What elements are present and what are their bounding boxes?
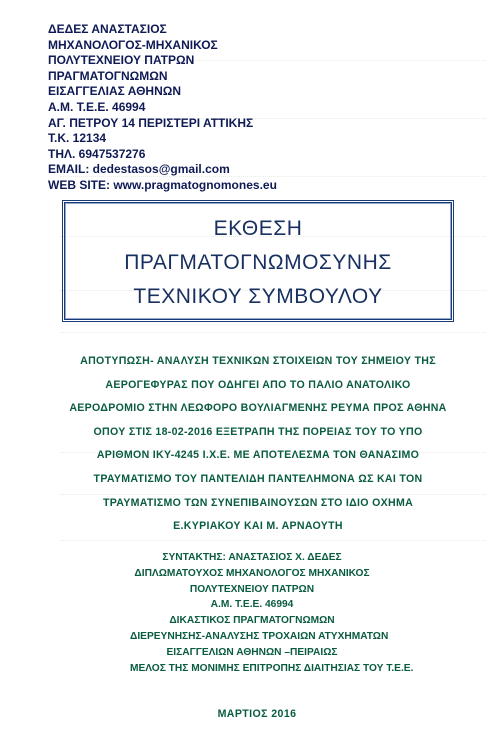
description-line: ΑΠΟΤΥΠΩΣΗ- ΑΝΑΛΥΣΗ ΤΕΧΝΙΚΩΝ ΣΤΟΙΧΕΙΩΝ ΤΟΥ ΣΗΜΕΙΟΥ ΤΗΣ (80, 355, 436, 367)
header-role: ΠΡΑΓΜΑΤΟΓΝΩΜΩΝ (48, 68, 168, 83)
author-line: ΕΙΣΑΓΓΕΛΙΩΝ ΑΘΗΝΩΝ –ΠΕΙΡΑΙΩΣ (166, 646, 338, 658)
description-line: ΟΠΟΥ ΣΤΙΣ 18-02-2016 ΕΞΕΤΡΑΠΗ ΤΗΣ ΠΟΡΕΙΑΣ ΤΟΥ ΤΟ ΥΠΟ (93, 425, 423, 438)
title-line-2: ΠΡΑΓΜΑΤΟΓΝΩΜΟΣΥΝΗΣ (124, 251, 392, 274)
author-line: ΠΟΛΥΤΕΧΝΕΙΟΥ ΠΑΤΡΩΝ (189, 583, 315, 595)
author-line: ΔΙΕΡΕΥΝΗΣΗΣ-ΑΝΑΛΥΣΗΣ ΤΡΟΧΑΙΩΝ ΑΤΥΧΗΜΑΤΩΝ (130, 630, 389, 642)
author-line: ΣΥΝΤΑΚΤΗΣ: ΑΝΑΣΤΑΣΙΟΣ Χ. ΔΕΔΕΣ (162, 552, 342, 563)
description-line: Ε.ΚΥΡΙΑΚΟΥ ΚΑΙ Μ. ΑΡΝΑΟΥΤΗ (173, 520, 343, 533)
author-credentials (130, 550, 414, 676)
author-line: ΔΙΠΛΩΜΑΤΟΥΧΟΣ ΜΗΧΑΝΟΛΟΓΟΣ ΜΗΧΑΝΙΚΟΣ (134, 567, 370, 579)
header-name: ΔΕΔΕΣ ΑΝΑΣΤΑΣΙΟΣ (48, 22, 167, 36)
report-title-box (62, 200, 454, 322)
report-description (48, 350, 468, 539)
author-contact-header (48, 22, 277, 194)
header-email: EMAIL: dedestasos@gmail.com (48, 162, 230, 177)
author-line: ΔΙΚΑΣΤΙΚΟΣ ΠΡΑΓΜΑΤΟΓΝΩΜΩΝ (169, 615, 335, 627)
header-address: ΑΓ. ΠΕΤΡΟΥ 14 ΠΕΡΙΣΤΕΡΙ ΑΤΤΙΚΗΣ (48, 115, 254, 130)
report-date: ΜΑΡΤΙΟΣ 2016 (217, 708, 297, 720)
description-line: ΑΕΡΟΓΕΦΥΡΑΣ ΠΟΥ ΟΔΗΓΕΙ ΑΠΟ ΤΟ ΠΑΛΙΟ ΑΝΑΤΟΛΙΚΟ (105, 378, 411, 391)
title-line-1: ΕΚΘΕΣΗ (213, 217, 303, 240)
description-line: ΤΡΑΥΜΑΤΙΣΜΟ ΤΩΝ ΣΥΝΕΠΙΒΑΙΝΟΥΣΩΝ ΣΤΟ ΙΔΙΟ ΟΧΗΜΑ (102, 496, 414, 509)
description-line: ΑΡΙΘΜΟΝ ΙΚΥ-4245 Ι.Χ.Ε. ΜΕ ΑΠΟΤΕΛΕΣΜΑ ΤΟΝ ΘΑΝΑΣΙΜΟ (96, 449, 420, 462)
header-phone: ΤΗΛ. 6947537276 (48, 146, 146, 161)
title-line-3: ΤΕΧΝΙΚΟΥ ΣΥΜΒΟΥΛΟΥ (133, 285, 383, 308)
header-prosecution: ΕΙΣΑΓΓΕΛΙΑΣ ΑΘΗΝΩΝ (48, 84, 182, 99)
header-registration: Α.Μ. Τ.Ε.Ε. 46994 (48, 99, 146, 114)
description-line: ΤΡΑΥΜΑΤΙΣΜΟ ΤΟΥ ΠΑΝΤΕΛΙΔΗ ΠΑΝΤΕΛΗΜΟΝΑ ΩΣ ΚΑΙ ΤΟΝ (93, 472, 423, 485)
header-university: ΠΟΛΥΤΕΧΝΕΙΟΥ ΠΑΤΡΩΝ (48, 53, 195, 68)
header-profession: ΜΗΧΑΝΟΛΟΓΟΣ-ΜΗΧΑΝΙΚΟΣ (48, 37, 218, 52)
author-line: ΜΕΛΟΣ ΤΗΣ ΜΟΝΙΜΗΣ ΕΠΙΤΡΟΠΗΣ ΔΙΑΙΤΗΣΙΑΣ ΤΟΥ Τ.Ε.Ε. (130, 662, 414, 674)
header-website: WEB SITE: www.pragmatognomones.eu (48, 177, 277, 192)
description-line: ΑΕΡΟΔΡΟΜΙΟ ΣΤΗΝ ΛΕΩΦΟΡΟ ΒΟΥΛΙΑΓΜΕΝΗΣ ΡΕΥΜΑ ΠΡΟΣ ΑΘΗΝΑ (69, 402, 447, 415)
author-line: Α.Μ. Τ.Ε.Ε. 46994 (210, 599, 294, 611)
header-postal-code: Τ.Κ. 12134 (48, 131, 107, 146)
